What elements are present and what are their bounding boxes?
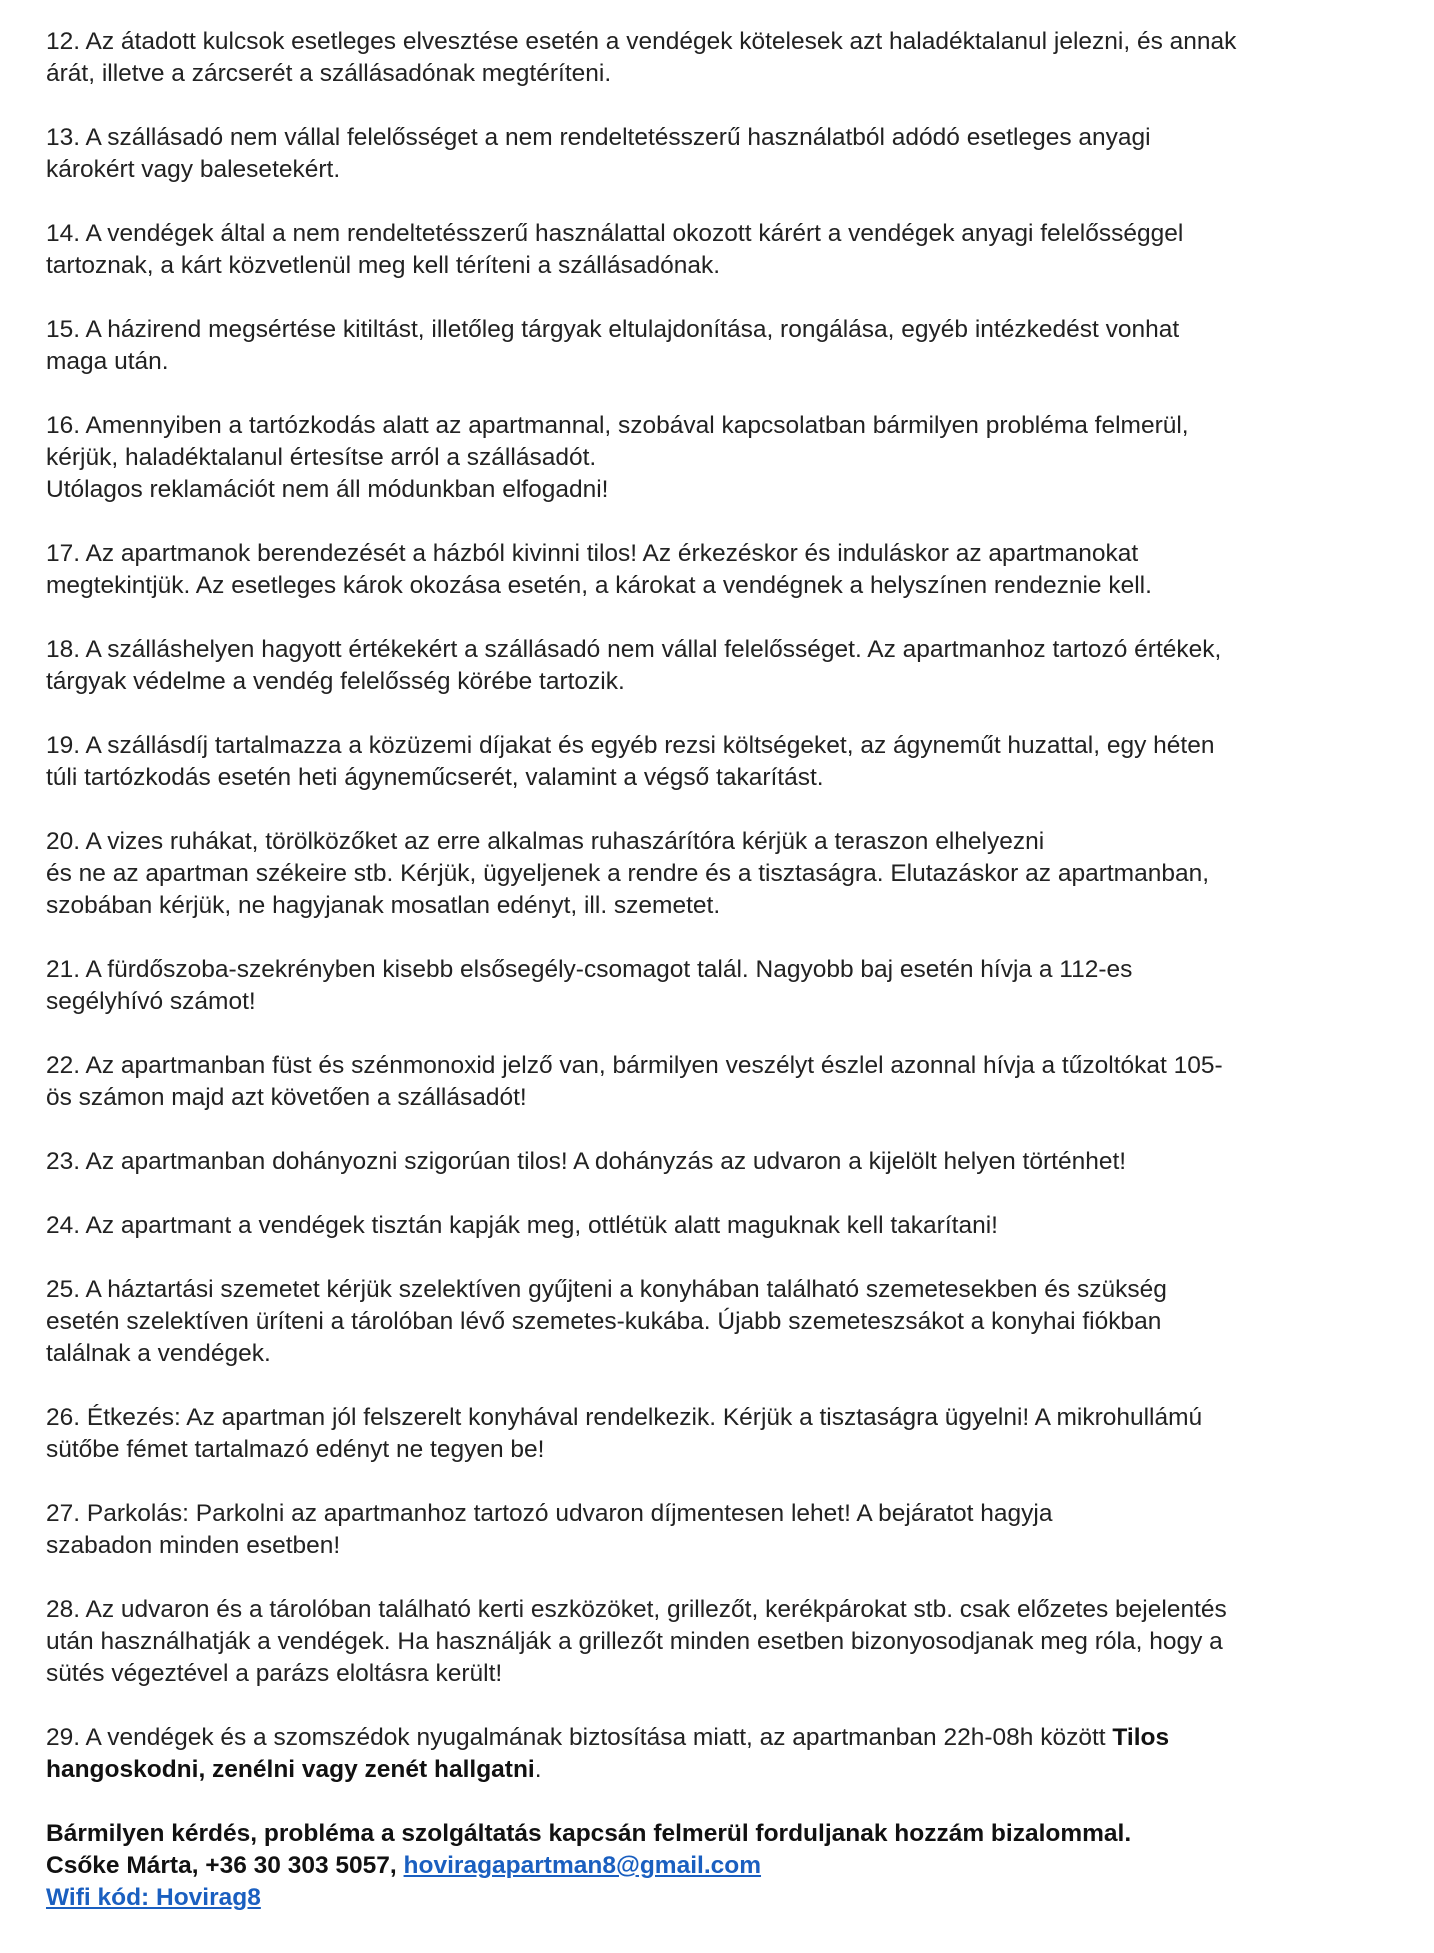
rule-line: maga után. [46, 348, 169, 375]
rule-paragraph [46, 122, 1406, 186]
rule-line: 17. Az apartmanok berendezését a házból kivinni tilos! Az érkezéskor és induláskor az apartmanokat [46, 540, 1139, 567]
rule-paragraph [46, 634, 1406, 698]
rule-line: 24. Az apartmant a vendégek tisztán kapják meg, ottlétük alatt maguknak kell takarítani! [46, 1212, 998, 1239]
contact-line [46, 1850, 1406, 1882]
house-rules-document [46, 26, 1406, 1914]
rule-line: károkért vagy balesetekért. [46, 156, 341, 183]
rule-line: 21. A fürdőszoba-szekrényben kisebb elsősegély-csomagot talál. Nagyobb baj esetén hívja a 112-es [46, 956, 1133, 983]
rule-line: 18. A szálláshelyen hagyott értékekért a szállásadó nem vállal felelősséget. Az apartmanhoz tartozó értékek, [46, 636, 1222, 663]
rules-list [46, 26, 1406, 1690]
rule-line: 25. A háztartási szemetet kérjük szelektíven gyűjteni a konyhában található szemetesekben és szükség [46, 1276, 1167, 1303]
rule-line: 23. Az apartmanban dohányozni szigorúan tilos! A dohányzás az udvaron a kijelölt helyen történhet! [46, 1148, 1127, 1175]
rule-paragraph [46, 954, 1406, 1018]
rule-line: ös számon majd azt követően a szállásadót! [46, 1084, 527, 1111]
rule-line: szobában kérjük, ne hagyjanak mosatlan edényt, ill. szemetet. [46, 892, 721, 919]
wifi-code-link[interactable]: Wifi kód: Hovirag8 [46, 1884, 261, 1911]
rule-paragraph [46, 1274, 1406, 1370]
rule-29-bold-tilos: Tilos [1112, 1724, 1170, 1751]
rule-line: szabadon minden esetben! [46, 1532, 341, 1559]
rule-paragraph [46, 218, 1406, 282]
rule-paragraph [46, 1594, 1406, 1690]
contact-name-phone: Csőke Márta, +36 30 303 5057, [46, 1852, 404, 1879]
rule-29-text: 29. A vendégek és a szomszédok nyugalmának biztosítása miatt, az apartmanban 22h-08h között [46, 1724, 1113, 1751]
rule-line: árát, illetve a zárcserét a szállásadónak megtéríteni. [46, 60, 612, 87]
rule-line: találnak a vendégek. [46, 1340, 271, 1367]
rule-line: 13. A szállásadó nem vállal felelősséget a nem rendeltetésszerű használatból adódó esetleges anyagi [46, 124, 1151, 151]
rule-paragraph [46, 314, 1406, 378]
rule-line: 12. Az átadott kulcsok esetleges elvesztése esetén a vendégek kötelesek azt haladéktalanul jelezni, és annak [46, 28, 1237, 55]
rule-paragraph [46, 1402, 1406, 1466]
rule-line: és ne az apartman székeire stb. Kérjük, ügyeljenek a rendre és a tisztaságra. Elutazáskor az apartmanban, [46, 860, 1210, 887]
rule-line: 14. A vendégek által a nem rendeltetésszerű használattal okozott kárért a vendégek anyagi felelősséggel [46, 220, 1184, 247]
rule-line: esetén szelektíven üríteni a tárolóban lévő szemetes-kukába. Újabb szemeteszsákot a konyhai fiókban [46, 1308, 1162, 1335]
rule-line: tárgyak védelme a vendég felelősség körébe tartozik. [46, 668, 625, 695]
rule-line: túli tartózkodás esetén heti ágyneműcserét, valamint a végső takarítást. [46, 764, 824, 791]
rule-line: sütőbe fémet tartalmazó edényt ne tegyen be! [46, 1436, 545, 1463]
rule-paragraph [46, 1498, 1406, 1562]
rule-line: 20. A vizes ruhákat, törölközőket az erre alkalmas ruhaszárítóra kérjük a teraszon elhelyezni [46, 828, 1045, 855]
rule-line: 28. Az udvaron és a tárolóban található kerti eszközöket, grillezőt, kerékpárokat stb. csak előzetes bejelentés [46, 1596, 1227, 1623]
rule-line: 15. A házirend megsértése kitiltást, illetőleg tárgyak eltulajdonítása, rongálása, egyéb intézkedést vonhat [46, 316, 1180, 343]
rule-line: megtekintjük. Az esetleges károk okozása esetén, a károkat a vendégnek a helyszínen rendeznie kell. [46, 572, 1152, 599]
rule-line: Utólagos reklamációt nem áll módunkban elfogadni! [46, 476, 609, 503]
wifi-line [46, 1882, 1406, 1914]
rule-line: 26. Étkezés: Az apartman jól felszerelt konyhával rendelkezik. Kérjük a tisztaságra ügyelni! A mikrohullámú [46, 1404, 1203, 1431]
rule-paragraph [46, 730, 1406, 794]
rule-paragraph [46, 1210, 1406, 1242]
email-link[interactable]: hoviragapartman8@gmail.com [403, 1852, 762, 1879]
rule-paragraph [46, 1146, 1406, 1178]
rule-paragraph [46, 410, 1406, 506]
rule-line: 22. Az apartmanban füst és szénmonoxid jelző van, bármilyen veszélyt észlel azonnal hívja a tűzoltókat 105- [46, 1052, 1223, 1079]
rule-paragraph [46, 1050, 1406, 1114]
rule-29-bold-text: hangoskodni, zenélni vagy zenét hallgatni [46, 1756, 535, 1783]
contact-note: Bármilyen kérdés, probléma a szolgáltatás kapcsán felmerül forduljanak hozzám bizalommal. [46, 1820, 1132, 1847]
rule-line: kérjük, haladéktalanul értesítse arról a szállásadót. [46, 444, 597, 471]
rule-line: után használhatják a vendégek. Ha használják a grillezőt minden esetben bizonyosodjanak meg róla, hogy a [46, 1628, 1223, 1655]
rule-paragraph [46, 26, 1406, 90]
rule-line: 19. A szállásdíj tartalmazza a közüzemi díjakat és egyéb rezsi költségeket, az ágyneműt huzattal, egy héten [46, 732, 1215, 759]
contact-footer [46, 1818, 1406, 1914]
rule-line: sütés végeztével a parázs eloltásra került! [46, 1660, 503, 1687]
rule-line: segélyhívó számot! [46, 988, 256, 1015]
rule-29-end: . [534, 1756, 542, 1783]
rule-paragraph [46, 826, 1406, 922]
rule-line: 27. Parkolás: Parkolni az apartmanhoz tartozó udvaron díjmentesen lehet! A bejáratot hagyja [46, 1500, 1053, 1527]
rule-line: tartoznak, a kárt közvetlenül meg kell téríteni a szállásadónak. [46, 252, 721, 279]
rule-29 [46, 1722, 1406, 1786]
rule-paragraph [46, 538, 1406, 602]
rule-line: 16. Amennyiben a tartózkodás alatt az apartmannal, szobával kapcsolatban bármilyen probléma felmerül, [46, 412, 1189, 439]
